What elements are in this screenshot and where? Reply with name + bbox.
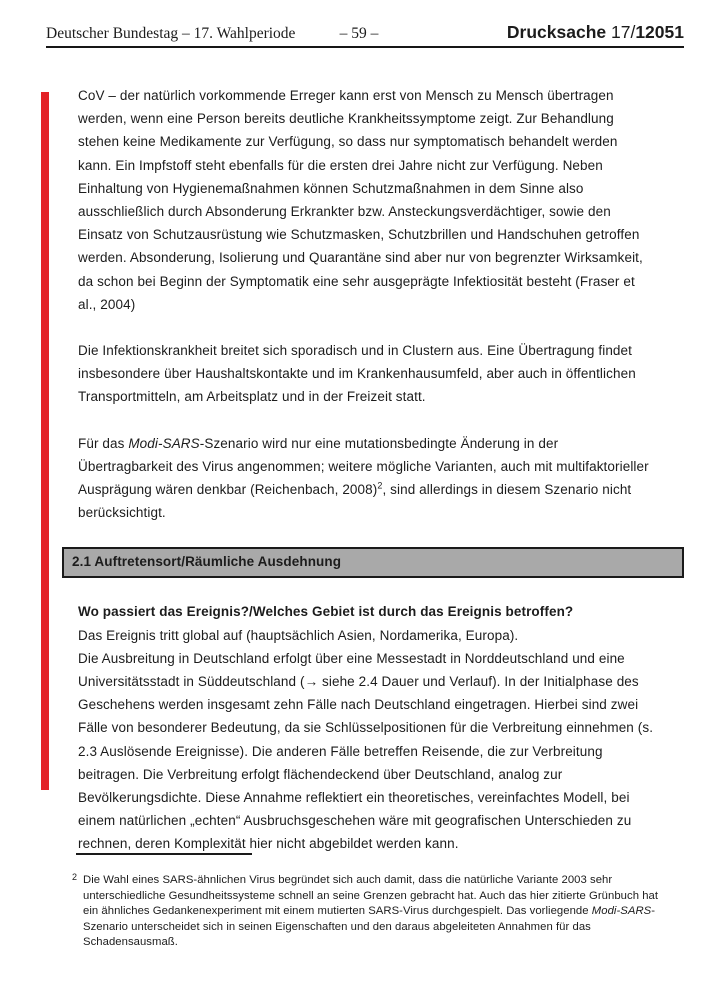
footnote-separator-rule: [76, 853, 252, 855]
drucksache-number: [507, 22, 684, 43]
footnote-segment: Die Wahl eines SARS-ähnlichen Virus begründet sich auch damit, dass die natürliche Variante 2003 sehr unterschiedliche Gesundheitssysteme schnell an seine Grenzen gebracht hat. Auch das hier zitierte Grünbuch hat ein ähnliches Gedankenexperiment mit einem mutierten SARS-Virus durchgespielt. Das vorliegende: [83, 874, 659, 917]
section-question-block: [78, 600, 654, 855]
paragraph-segment: , sind allerdings in diesem Szenario nicht berücksichtigt.: [78, 482, 632, 521]
paragraph-modi-sars: [78, 432, 654, 525]
drucksache-id: 12051: [635, 22, 684, 42]
page-body: [72, 84, 654, 856]
drucksache-session: 17/: [611, 22, 636, 42]
footnote-segment: -Szenario unterscheidet sich in seinen Eigenschaften und den daraus abgeleiteten Annahmen für das Schadensausmaß.: [83, 905, 656, 948]
paragraph-segment: -Szenario wird nur eine mutationsbedingte Änderung in der Übertragbarkeit des Virus angenommen; weitere mögliche Varianten, auch mit multifaktorieller Ausprägung wären denkbar (Reichenbach, 2008): [78, 435, 649, 498]
section-body: Die Ausbreitung in Deutschland erfolgt über eine Messestadt in Norddeutschland und eine Universitätsstadt in Süddeutschland (→ siehe 2.4 Dauer und Verlauf). In der Initialphase des Geschehens werden insgesamt zehn Fälle nach Deutschland eingetragen. Hierbei sind zwei Fälle von besonderer Bedeutung, da sie Schlüsselpositionen für die Verbreitung einnehmen (s. 2.3 Auslösende Ereignisse). Die anderen Fälle betreffen Reisende, die zur Verbreitung beitragen. Die Verbreitung erfolgt flächendeckend über Deutschland, analog zur Bevölkerungsdichte. Diese Annahme reflektiert ein theoretisches, vereinfachtes Modell, bei einem natürlichen „echten“ Ausbruchsgeschehen wäre mit geografischen Unterschieden zu rechnen, deren Komplexität hier nicht abgebildet werden kann.: [78, 650, 654, 852]
section-line-global: Das Ereignis tritt global auf (hauptsächlich Asien, Nordamerika, Europa).: [78, 627, 519, 643]
margin-marker-bar: [41, 92, 49, 790]
modi-sars-italic: Modi-SARS: [591, 905, 652, 917]
footnote-reference: 2: [377, 480, 383, 491]
footnote-area: [72, 853, 664, 951]
footnote-marker: 2: [72, 872, 78, 882]
paragraph-cov: CoV – der natürlich vorkommende Erreger kann erst von Mensch zu Mensch übertragen werden, wenn eine Person bereits deutliche Krankheitssymptome zeigt. Zur Behandlung stehen keine Medikamente zur Verfügung, so dass nur symptomatisch behandelt werden kann. Ein Impfstoff steht ebenfalls für die ersten drei Jahre nicht zur Verfügung. Neben Einhaltung von Hygienemaßnahmen können Schutzmaßnahmen in dem Sinne also ausschließlich durch Absonderung Erkrankter bzw. Ansteckungsverdächtiger, sowie den Einsatz von Schutzausrüstung wie Schutzmasken, Schutzbrillen und Handschuhen getroffen werden. Absonderung, Isolierung und Quarantäne sind aber nur von begrenzter Wirksamkeit, da schon bei Beginn der Symptomatik eine sehr ausgeprägte Infektiosität besteht (Fraser et al., 2004): [78, 88, 643, 312]
drucksache-label: Drucksache: [506, 22, 611, 42]
page-number: – 59 –: [339, 25, 379, 42]
header-left-title: Deutscher Bundestag – 17. Wahlperiode: [46, 25, 296, 42]
footnote-2: [72, 873, 664, 951]
paragraph-infektionskrankheit: Die Infektionskrankheit breitet sich sporadisch und in Clustern aus. Eine Übertragung findet insbesondere über Haushaltskontakte und im Krankenhausumfeld, aber auch in öffentlichen Transportmitteln, am Arbeitsplatz und in der Freizeit statt.: [78, 343, 636, 405]
modi-sars-italic: Modi-SARS: [128, 435, 200, 451]
paragraph-segment: Für das: [78, 435, 129, 451]
section-heading-2-1: 2.1 Auftretensort/Räumliche Ausdehnung: [62, 547, 684, 578]
question-heading: Wo passiert das Ereignis?/Welches Gebiet ist durch das Ereignis betroffen?: [78, 604, 574, 620]
header-rule: [46, 46, 684, 48]
